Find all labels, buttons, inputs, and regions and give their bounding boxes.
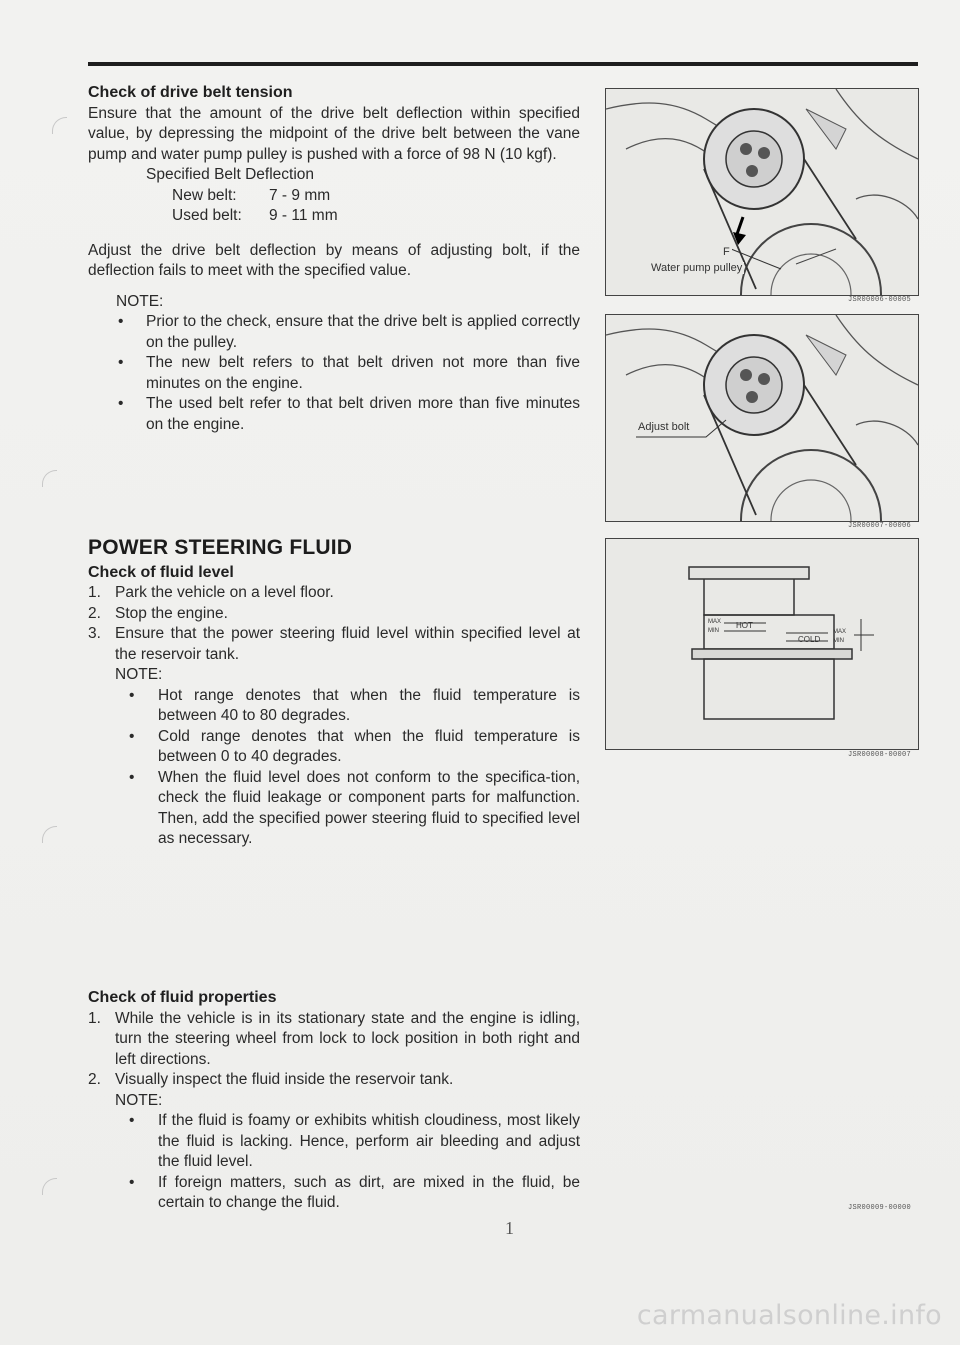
- belt-notes: [88, 312, 580, 435]
- max-mark: MAX: [708, 619, 722, 625]
- max-mark: MAX: [833, 629, 847, 635]
- min-mark: MIN: [833, 638, 844, 644]
- fluid-level-notes: [88, 686, 580, 850]
- drive-belt-section: [88, 83, 580, 435]
- list-item: • If foreign matters, such as dirt, are mixed in the fluid, be certain to change the fluid.: [129, 1173, 580, 1211]
- figure-arrow-label: F: [723, 246, 730, 258]
- spec-value: 9 - 11 mm: [269, 207, 338, 224]
- spec-row: [172, 186, 580, 207]
- fluid-properties-steps: [88, 1009, 580, 1091]
- belt-deflection-spec: [146, 165, 580, 227]
- note-label: NOTE:: [115, 1091, 163, 1109]
- figure-water-pump-pulley: [605, 88, 919, 296]
- figure-id: JSR00007-00006: [848, 522, 912, 530]
- spec-label: New belt:: [172, 186, 237, 204]
- bullet-icon: •: [129, 1112, 135, 1129]
- figure-id: JSR00006-00005: [848, 296, 912, 304]
- drive-belt-intro: Ensure that the amount of the drive belt deflection within specified value, by depressing the midpoint of the drive belt between the vane pump and water pump pulley is pushed with a force of 98 N (10 kgf).: [88, 104, 580, 163]
- bullet-icon: •: [118, 313, 124, 330]
- bullet-icon: •: [118, 395, 124, 412]
- engine-belt-drawing: [606, 315, 918, 521]
- fluid-level-steps: [88, 583, 580, 665]
- hot-label: HOT: [736, 621, 753, 630]
- list-item: 3. Ensure that the power steering fluid level within specified level at the reservoir tank.: [88, 625, 580, 663]
- fluid-properties-notes: [88, 1111, 580, 1214]
- bullet-icon: •: [129, 1173, 135, 1191]
- list-item: 2. Visually inspect the fluid inside the reservoir tank.: [88, 1071, 454, 1088]
- bullet-icon: •: [129, 768, 135, 786]
- power-steering-section: [88, 538, 580, 850]
- watermark: carmanualsonline.info: [636, 1300, 942, 1331]
- bullet-icon: •: [129, 727, 135, 745]
- note-label: NOTE:: [115, 666, 163, 683]
- reservoir-drawing: [606, 539, 918, 749]
- list-item: • Prior to the check, ensure that the drive belt is applied correctly on the pulley.: [118, 313, 580, 351]
- list-item: • The used belt refer to that belt driven more than five minutes on the engine.: [118, 395, 580, 433]
- fluid-properties-heading: Check of fluid properties: [88, 989, 277, 1006]
- list-item: • The new belt refers to that belt driven not more than five minutes on the engine.: [118, 354, 580, 392]
- spec-label: Used belt:: [172, 207, 242, 224]
- cold-label: COLD: [798, 635, 821, 644]
- list-item: • When the fluid level does not conform to the specifica-tion, check the fluid leakage or component parts for malfunction. Then, add the specified power steering fluid to specified level as necessary.: [129, 768, 580, 847]
- bullet-icon: •: [129, 686, 135, 704]
- figure-adjust-bolt: [605, 314, 919, 522]
- list-item: • Hot range denotes that when the fluid temperature is between 40 to 80 degrades.: [129, 686, 580, 724]
- list-item: 2. Stop the engine.: [88, 604, 228, 622]
- bullet-icon: •: [118, 354, 124, 371]
- spec-value: 7 - 9 mm: [269, 186, 331, 204]
- min-mark: MIN: [708, 628, 719, 634]
- spec-row: [172, 206, 580, 227]
- spec-title: Specified Belt Deflection: [146, 166, 315, 183]
- fluid-properties-section: [88, 988, 580, 1214]
- figure-label: Water pump pulley: [651, 262, 743, 274]
- figure-reservoir-levels: [605, 538, 919, 750]
- page-number: 1: [505, 1218, 514, 1238]
- list-item: • Cold range denotes that when the fluid temperature is between 0 to 40 degrades.: [129, 727, 580, 765]
- section-title: POWER STEERING FLUID: [88, 536, 353, 559]
- figure-id: JSR00009-00000: [848, 1204, 912, 1212]
- figure-id: JSR00008-00007: [848, 751, 912, 759]
- list-item: • If the fluid is foamy or exhibits whitish cloudiness, most likely the fluid is lacking. Hence, perform air bleeding and adjust the fluid level.: [129, 1112, 580, 1170]
- note-label: NOTE:: [116, 292, 164, 310]
- fluid-level-heading: Check of fluid level: [88, 563, 234, 581]
- adjust-text: Adjust the drive belt deflection by means of adjusting bolt, if the deflection fails to meet with the specified value.: [88, 241, 580, 279]
- figure-label: Adjust bolt: [638, 421, 690, 433]
- list-item: 1. While the vehicle is in its stationary state and the engine is idling, turn the steering wheel from lock to lock position in both right and left directions.: [88, 1009, 580, 1068]
- top-rule: [88, 62, 918, 66]
- list-item: 1. Park the vehicle on a level floor.: [88, 584, 334, 601]
- drive-belt-heading: Check of drive belt tension: [88, 84, 293, 101]
